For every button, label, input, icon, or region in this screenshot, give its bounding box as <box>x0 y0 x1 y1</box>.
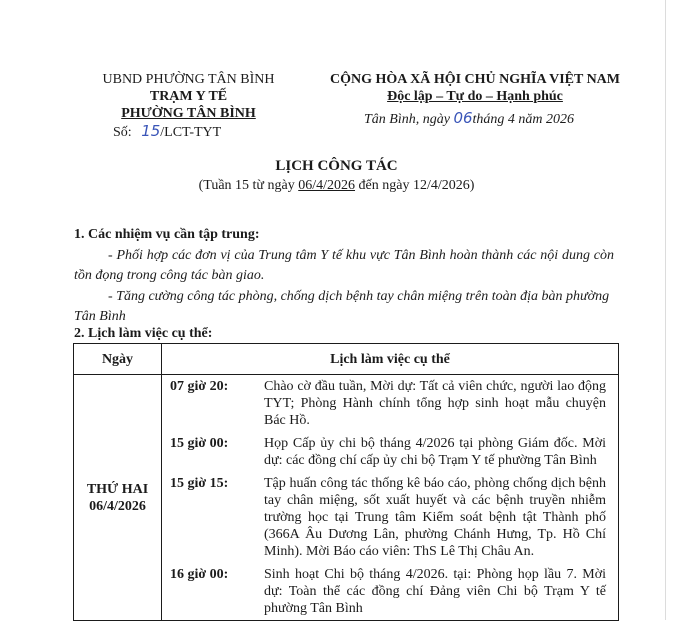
schedule-entry <box>170 435 606 469</box>
column-header-schedule: Lịch làm việc cụ thể <box>162 344 619 375</box>
agency-line-1: UBND PHƯỜNG TÂN BÌNH <box>102 72 275 87</box>
schedule-entry <box>170 566 606 617</box>
nation-name: CỘNG HÒA XÃ HỘI CHỦ NGHĨA VIỆT NAM <box>329 72 620 87</box>
section-1-item-1: - Phối hợp các đơn vị của Trung tâm Y tế khu vực Tân Bình hoàn thành các nội dung còn tồn đọng trong công tác bàn giao. <box>74 248 614 283</box>
section-2-heading: 2. Lịch làm việc cụ thể: <box>74 326 213 341</box>
schedule-entry <box>170 378 606 429</box>
day-cell <box>74 375 162 621</box>
agency-line-2: TRẠM Y TẾ <box>149 89 228 104</box>
date-day-handwritten: 06 <box>453 109 473 127</box>
entry-text: Họp Cấp ủy chi bộ tháng 4/2026 tại phòng Giám đốc. Mời dự: các đồng chí cấp ủy chi bộ Trạm Y tế phường Tân Bình <box>264 436 606 468</box>
column-header-day: Ngày <box>74 344 162 375</box>
section-1-heading: 1. Các nhiệm vụ cần tập trung: <box>74 227 260 242</box>
section-1-item-2: - Tăng cường công tác phòng, chống dịch bệnh tay chân miệng trên toàn địa bàn phường Tân Bình <box>74 289 610 324</box>
entry-text: Sinh hoạt Chi bộ tháng 4/2026. tại: Phòng họp lầu 7. Mời dự: Toàn thể các đồng chí Đảng viên Chi bộ Trạm Y tế phường Tân Bình <box>264 567 606 616</box>
subtitle-end: đến ngày 12/4/2026) <box>355 178 475 193</box>
date-suffix: tháng 4 năm 2026 <box>472 112 575 127</box>
document-number <box>113 122 221 142</box>
date-prefix: Tân Bình, ngày <box>364 112 450 127</box>
agency-header <box>86 71 291 122</box>
national-motto-line <box>315 88 635 106</box>
number-suffix: /LCT-TYT <box>160 125 222 140</box>
entry-time: 07 giờ 20: <box>170 379 229 394</box>
day-name: THỨ HAI <box>86 481 149 497</box>
schedule-entry <box>170 475 606 560</box>
entry-time: 15 giờ 15: <box>170 476 229 491</box>
issue-date <box>364 109 574 129</box>
table-header-row <box>74 344 619 375</box>
agency-line-3 <box>86 105 291 122</box>
subtitle-start: (Tuần 15 từ ngày <box>198 178 299 193</box>
table-row <box>74 375 619 621</box>
day-date: 06/4/2026 <box>89 498 146 514</box>
entry-text: Tập huấn công tác thống kê báo cáo, phòng chống dịch bệnh tay chân miệng, sốt xuất huyết và các bệnh truyền nhiễm trường học tại Trung tâm Kiểm soát bệnh tật Thành phố (366A Âu Dương Lân, phường Chánh Hưng, Tp. Hồ Chí Minh). Mời Báo cáo viên: ThS Lê Thị Châu An. <box>264 476 606 559</box>
document-subtitle <box>0 177 673 195</box>
document-title: LỊCH CÔNG TÁC <box>275 158 398 174</box>
entry-time: 15 giờ 00: <box>170 436 229 451</box>
national-motto: Độc lập – Tự do – Hạnh phúc <box>387 89 563 104</box>
number-handwritten: 15 <box>141 122 161 140</box>
entry-text: Chào cờ đầu tuần, Mời dự: Tất cả viên chức, người lao động TYT; Phòng Hành chính tổng hợp sinh hoạt mẫu chuyện Bác Hồ. <box>264 379 606 428</box>
schedule-cell <box>162 375 619 621</box>
national-header <box>315 71 635 106</box>
page-edge-line <box>665 0 666 620</box>
schedule-table <box>73 343 619 621</box>
number-label: Số: <box>113 125 132 140</box>
agency-line-3-text: PHƯỜNG TÂN BÌNH <box>121 106 256 121</box>
subtitle-date-start: 06/4/2026 <box>298 178 356 193</box>
entry-time: 16 giờ 00: <box>170 567 229 582</box>
